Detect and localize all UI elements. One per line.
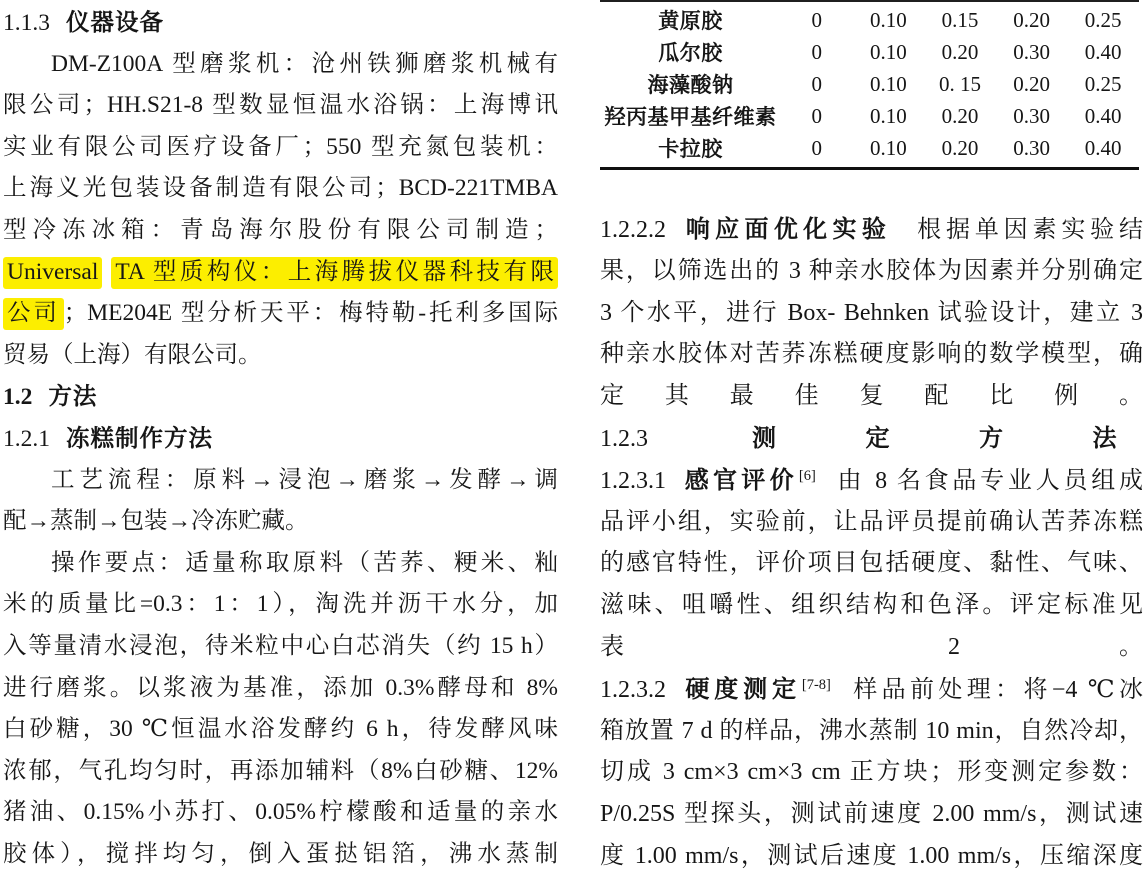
table-row <box>600 4 1139 36</box>
text-line: 度 1.00 mm/s，测试后速度 1.00 mm/s，压缩深度 <box>600 842 1143 869</box>
section-number: 1.2.3 <box>600 425 648 452</box>
section-heading-121 <box>3 418 558 460</box>
section-number: 1.2 <box>3 384 33 411</box>
table-row-label: 瓜尔胶 <box>658 42 723 65</box>
text-line: 猪油、0.15%小苏打、0.05%柠檬酸和适量的亲水 <box>3 799 558 826</box>
section-number: 1.2.3.1 <box>600 467 666 494</box>
table-cell: 0.25 <box>1084 71 1122 96</box>
section-title: 仪器设备 <box>66 9 164 35</box>
section-number: 1.2.3.2 <box>600 676 666 703</box>
reference-superscript: [7-8] <box>801 676 831 693</box>
text-line: 3 个水平，进行 Box- Behnken 试验设计，建立 3 <box>600 299 1143 326</box>
section-number: 1.1.3 <box>3 10 50 36</box>
table-cell: 0.30 <box>1013 103 1050 128</box>
text-line: 米的质量比=0.3：1：1），淘洗并沥干水分，加 <box>3 591 558 618</box>
section-heading-1232 <box>600 669 1143 711</box>
text-run: 样品前处理：将−4 ℃冰 <box>848 676 1143 703</box>
section-heading-12 <box>3 376 558 418</box>
text-line: 种亲水胶体对苦荞冻糕硬度影响的数学模型，确 <box>600 341 1143 368</box>
text-line: 入等量清水浸泡，待米粒中心白芯消失（约 15 h） <box>3 632 558 659</box>
table-cell: 0.20 <box>941 103 979 128</box>
text-run: ；ME204E 型分析天平：梅特勒-托利多国际 <box>63 300 559 327</box>
highlighted-text: 公司 <box>3 298 64 330</box>
section-heading-1222 <box>600 209 1143 251</box>
table-cell: 0 <box>811 103 823 128</box>
table-cell: 0 <box>811 71 823 96</box>
table-cell: 0.10 <box>870 71 907 96</box>
text-line: P/0.25S 型探头，测试前速度 2.00 mm/s，测试速 <box>600 801 1143 828</box>
table-cell: 0.10 <box>870 7 907 32</box>
table-cell: 0.20 <box>941 135 979 160</box>
section-title: 感官评价 <box>681 466 798 494</box>
reference-superscript: [6] <box>798 467 816 484</box>
text-line: 工艺流程：原料→浸泡→磨浆→发酵→调 <box>51 466 558 493</box>
table-row-label: 黄原胶 <box>658 10 723 33</box>
table-cell: 0.30 <box>1013 39 1050 64</box>
section-heading-123 <box>600 418 1143 460</box>
section-number: 1.2.2.2 <box>600 217 666 243</box>
table-cell: 0.30 <box>1013 135 1050 160</box>
section-title: 测定方法 <box>663 424 1117 452</box>
table-row <box>600 68 1139 100</box>
table-cell: 0.10 <box>870 39 907 64</box>
text-line: 胶体），搅拌均匀，倒入蛋挞铝箔，沸水蒸制 <box>3 840 558 867</box>
text-line: 箱放置 7 d 的样品，沸水蒸制 10 min，自然冷却， <box>600 717 1143 744</box>
table-row <box>600 100 1139 132</box>
table-cell: 0 <box>811 135 823 160</box>
table-cell: 0.40 <box>1084 39 1122 64</box>
text-run: 根据单因素实验结 <box>917 217 1144 243</box>
table-cell: 0.25 <box>1084 7 1122 32</box>
table-cell: 0 <box>811 39 823 64</box>
text-line-highlighted <box>3 293 558 335</box>
table-cell: 0.40 <box>1084 135 1122 160</box>
text-line: 白砂糖，30 ℃恒温水浴发酵约 6 h，待发酵风味 <box>3 716 558 743</box>
table-cell: 0 <box>811 7 823 32</box>
text-line: 表 2。 <box>600 633 1143 660</box>
table-row <box>600 132 1139 164</box>
table-cell: 0.15 <box>941 7 979 32</box>
table-row-label: 海藻酸钠 <box>647 74 734 97</box>
table-row <box>600 36 1139 68</box>
text-line: 操作要点：适量称取原料（苦荞、粳米、籼 <box>51 549 558 576</box>
highlighted-text: Universal <box>3 257 102 289</box>
text-line: 型冷冻冰箱：青岛海尔股份有限公司制造； <box>3 216 558 243</box>
text-line: 滋味、咀嚼性、组织结构和色泽。评定标准见 <box>600 592 1143 619</box>
section-number: 1.2.1 <box>3 425 50 452</box>
hydrocolloid-levels-table <box>600 0 1139 170</box>
text-line: 限公司；HH.S21-8 型数显恒温水浴锅：上海博讯 <box>3 92 558 119</box>
text-line: 实业有限公司医疗设备厂；550 型充氮包装机： <box>3 133 558 160</box>
text-run: 由 8 名食品专业人员组成 <box>833 467 1144 494</box>
table-cell: 0. 15 <box>938 71 981 96</box>
text-line: 的感官特性，评价项目包括硬度、黏性、气味、 <box>600 550 1143 577</box>
table-row-label: 卡拉胶 <box>658 138 723 161</box>
section-title: 冻糕制作方法 <box>66 424 213 451</box>
section-title: 响应面优化实验 <box>681 216 892 243</box>
text-line: 品评小组，实验前，让品评员提前确认苦荞冻糕 <box>600 508 1143 535</box>
text-line: 进行磨浆。以浆液为基准，添加 0.3%酵母和 8% <box>3 674 558 701</box>
table-cell: 0.20 <box>1013 71 1050 96</box>
left-column <box>3 2 558 875</box>
text-line: 切成 3 cm×3 cm×3 cm 正方块；形变测定参数： <box>600 759 1143 786</box>
section-heading-113 <box>3 2 558 44</box>
section-title: 硬度测定 <box>681 675 801 703</box>
text-line: 定其最佳复配比例。 <box>600 383 1143 410</box>
highlighted-text: TA 型质构仪：上海腾拔仪器科技有限 <box>111 257 558 289</box>
text-line: 上海义光包装设备制造有限公司；BCD-221TMBA <box>3 175 558 202</box>
table-cell: 0.20 <box>941 39 979 64</box>
section-heading-1231 <box>600 460 1143 502</box>
table-cell: 0.40 <box>1084 103 1122 128</box>
table-cell: 0.10 <box>870 103 907 128</box>
text-line-highlighted <box>3 252 558 294</box>
right-column <box>600 209 1143 878</box>
table-row-label: 羟丙基甲基纤维素 <box>604 106 777 129</box>
text-line: 贸易（上海）有限公司。 <box>3 341 262 368</box>
section-title: 方法 <box>48 383 98 410</box>
text-line: 浓郁，气孔均匀时，再添加辅料（8%白砂糖、12% <box>3 757 558 784</box>
table-cell: 0.20 <box>1013 7 1050 32</box>
text-line: DM-Z100A 型磨浆机：沧州铁狮磨浆机械有 <box>51 50 558 77</box>
text-line: 果，以筛选出的 3 种亲水胶体为因素并分别确定 <box>600 257 1143 284</box>
table-cell: 0.10 <box>870 135 907 160</box>
text-line: 配→蒸制→包装→冷冻贮藏。 <box>3 508 309 535</box>
